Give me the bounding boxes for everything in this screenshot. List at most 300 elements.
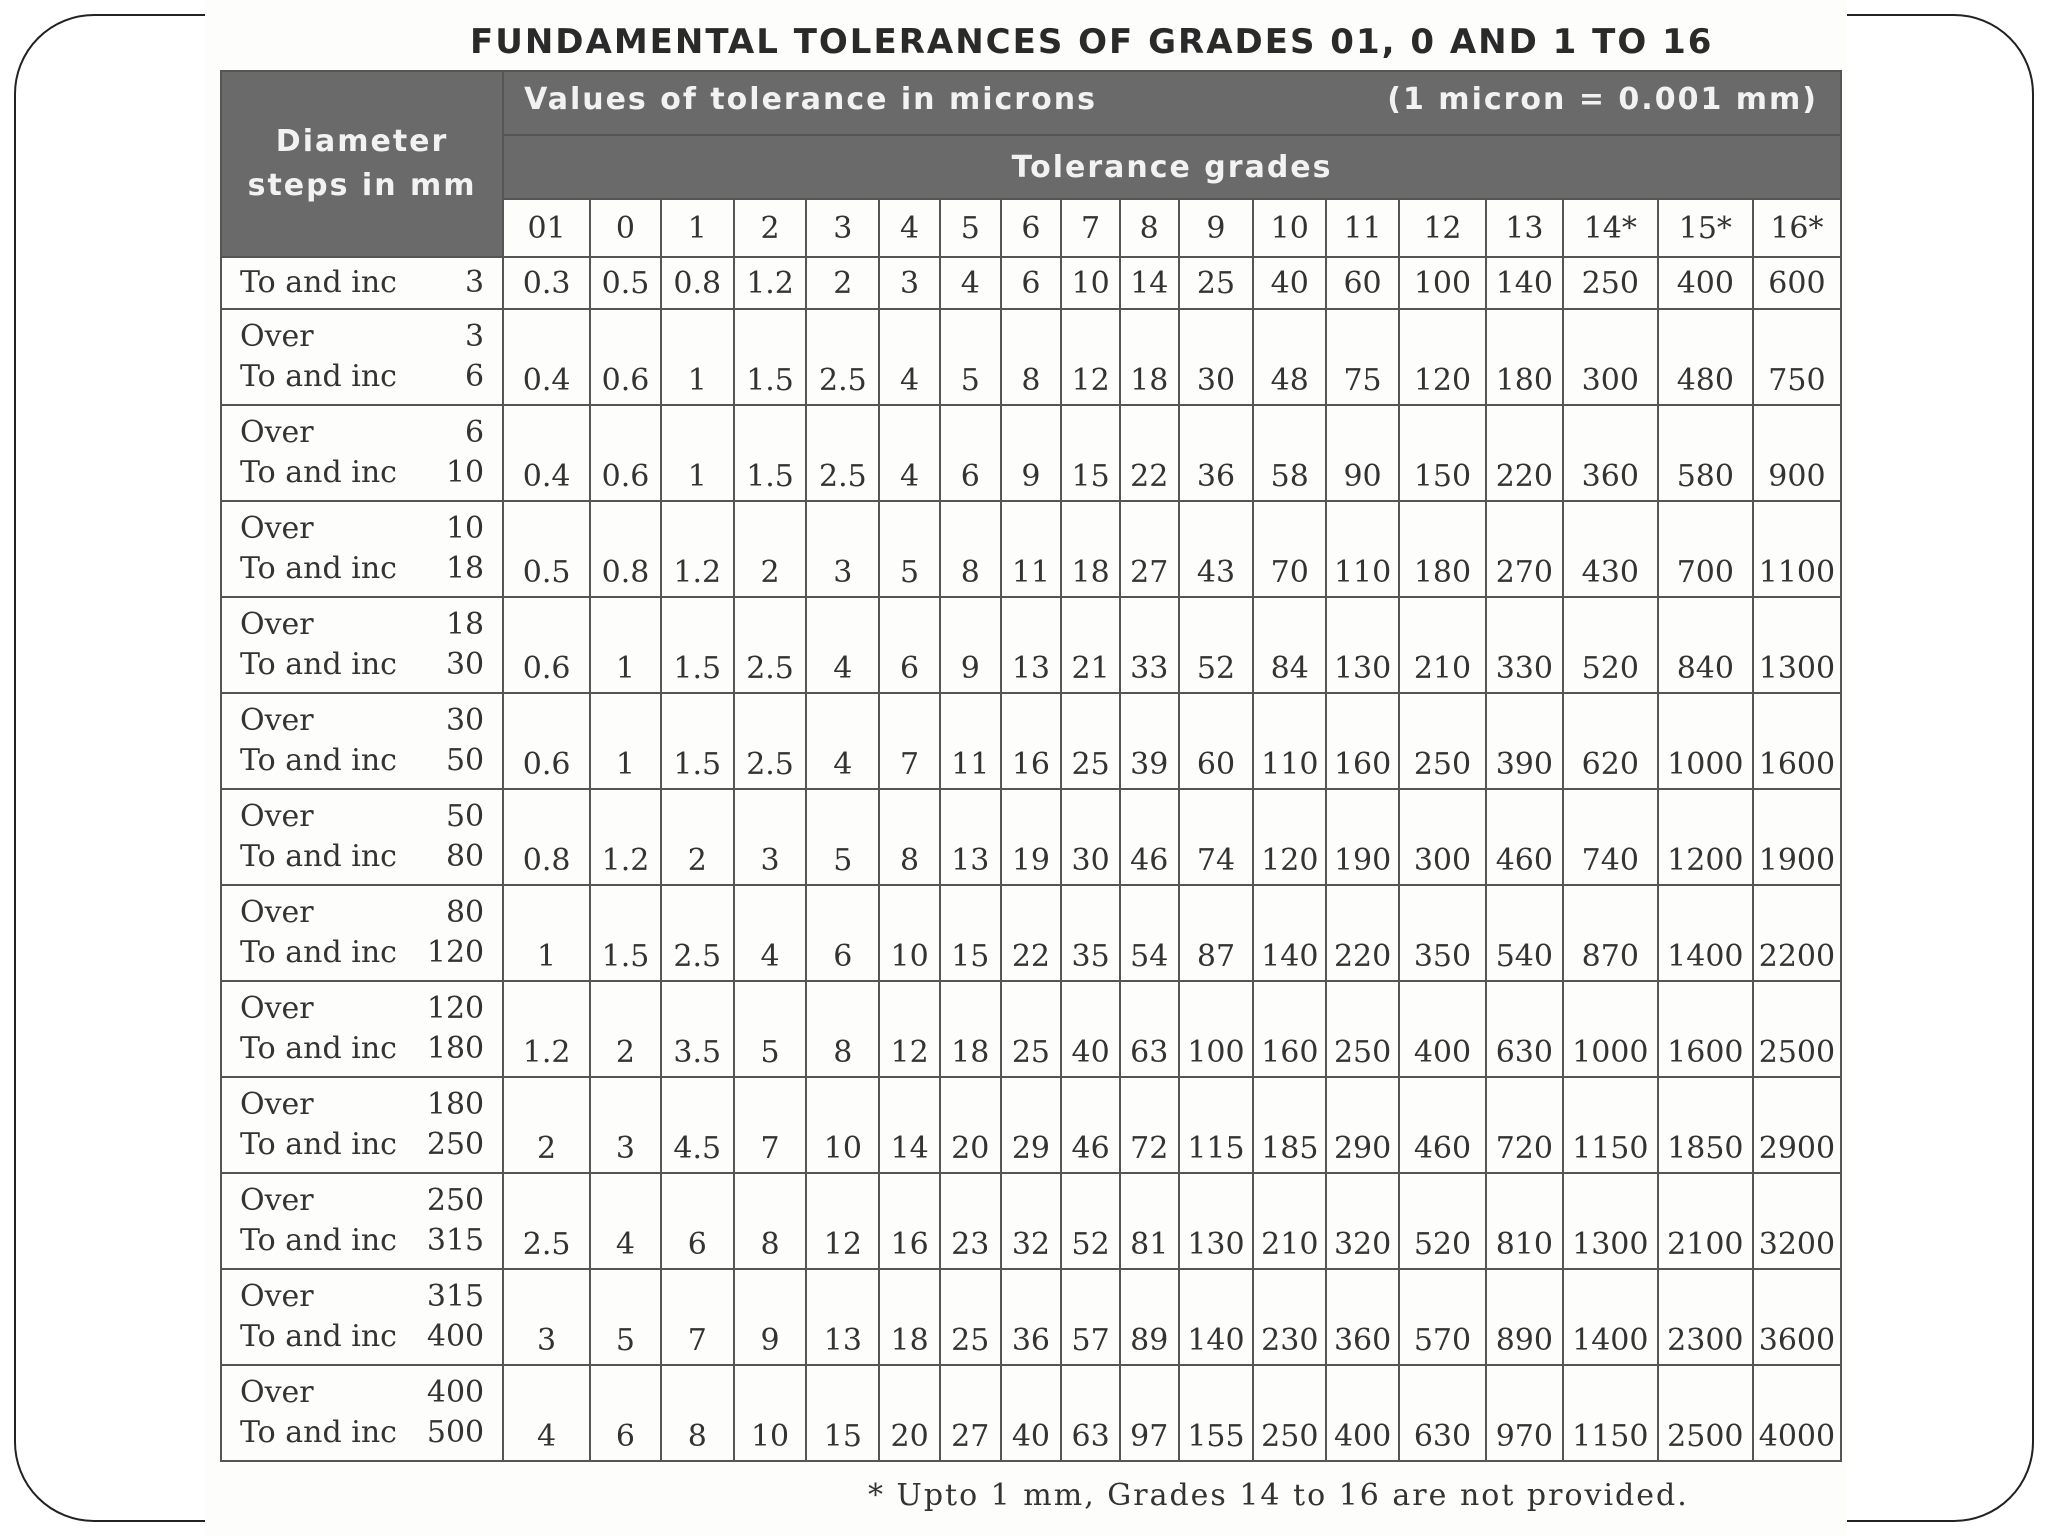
over-label: Over [240,511,314,546]
tolerance-value-cell: 39 [1120,693,1179,789]
over-line [240,317,502,357]
tolerance-value-cell: 120 [1399,309,1486,405]
tolerance-value-cell: 9 [734,1269,807,1365]
over-value: 180 [426,1087,485,1122]
tolerance-value-cell: 18 [940,981,1001,1077]
tolerance-value-cell: 1300 [1753,597,1841,693]
tolerance-value-cell: 0.8 [590,501,661,597]
grade-header-cell: 5 [940,199,1001,257]
over-value: 6 [465,415,485,450]
tolerance-value-cell: 520 [1563,597,1658,693]
tolerance-value-cell: 1.5 [734,405,807,501]
tolerance-value-cell: 0.6 [590,405,661,501]
tolerance-value-cell: 6 [806,885,879,981]
table-row [221,405,1841,501]
tolerance-value-cell: 115 [1179,1077,1254,1173]
over-label: Over [240,799,314,834]
tolerance-value-cell: 140 [1253,885,1326,981]
table-row [221,789,1841,885]
to-line [240,645,502,685]
tolerance-value-cell: 700 [1658,501,1753,597]
tolerance-value-cell: 40 [1253,257,1326,309]
to-value: 18 [445,551,485,586]
tolerance-value-cell: 1.2 [734,257,807,309]
tolerance-value-cell: 33 [1120,597,1179,693]
diameter-step-cell [221,981,503,1077]
table-row [221,257,1841,309]
grade-header-cell: 9 [1179,199,1254,257]
tolerance-value-cell: 5 [806,789,879,885]
tolerance-value-cell: 15 [806,1365,879,1461]
over-value: 315 [426,1279,485,1314]
to-label: To and inc [240,935,397,970]
over-line [240,1085,502,1125]
tolerance-value-cell: 2900 [1753,1077,1841,1173]
tolerance-value-cell: 1850 [1658,1077,1753,1173]
grades-header: Tolerance grades [503,135,1841,199]
tolerance-value-cell: 230 [1253,1269,1326,1365]
tolerance-value-cell: 0.5 [503,501,590,597]
tolerance-value-cell: 74 [1179,789,1254,885]
to-value: 500 [426,1415,485,1450]
values-header [503,71,1841,135]
tolerance-value-cell: 320 [1326,1173,1399,1269]
tolerance-value-cell: 210 [1399,597,1486,693]
to-value: 315 [426,1223,485,1258]
tolerance-value-cell: 180 [1399,501,1486,597]
tolerance-value-cell: 0.4 [503,309,590,405]
tolerance-value-cell: 1150 [1563,1077,1658,1173]
tolerance-value-cell: 2 [661,789,734,885]
tolerance-value-cell: 110 [1253,693,1326,789]
tolerance-value-cell: 2300 [1658,1269,1753,1365]
tolerance-value-cell: 570 [1399,1269,1486,1365]
tolerance-value-cell: 8 [1001,309,1062,405]
over-label: Over [240,415,314,450]
tolerance-value-cell: 5 [940,309,1001,405]
tolerance-value-cell: 6 [879,597,940,693]
grade-header-cell: 16* [1753,199,1841,257]
tolerance-value-cell: 120 [1253,789,1326,885]
tolerance-value-cell: 46 [1120,789,1179,885]
to-line [240,1221,502,1261]
tolerance-value-cell: 1600 [1658,981,1753,1077]
tolerance-value-cell: 12 [1061,309,1120,405]
tolerance-value-cell: 1100 [1753,501,1841,597]
tolerance-value-cell: 250 [1563,257,1658,309]
page-title: FUNDAMENTAL TOLERANCES OF GRADES 01, 0 AND 1 TO 16 [470,22,1714,62]
grade-header-cell: 01 [503,199,590,257]
tolerance-value-cell: 1.2 [661,501,734,597]
tolerance-value-cell: 13 [940,789,1001,885]
tolerance-value-cell: 81 [1120,1173,1179,1269]
to-label: To and inc [240,1127,397,1162]
values-label: Values of tolerance in microns [524,82,1097,117]
tolerance-value-cell: 25 [1179,257,1254,309]
to-value: 180 [426,1031,485,1066]
to-value: 50 [445,743,485,778]
tolerance-value-cell: 180 [1486,309,1563,405]
grade-header-cell: 3 [806,199,879,257]
tolerance-value-cell: 330 [1486,597,1563,693]
tolerance-value-cell: 140 [1179,1269,1254,1365]
over-label: Over [240,1087,314,1122]
tolerance-value-cell: 400 [1326,1365,1399,1461]
grade-header-cell: 14* [1563,199,1658,257]
tolerance-value-cell: 150 [1399,405,1486,501]
tolerance-value-cell: 20 [879,1365,940,1461]
tolerance-value-cell: 4 [590,1173,661,1269]
tolerance-value-cell: 18 [1061,501,1120,597]
tolerance-value-cell: 46 [1061,1077,1120,1173]
tolerance-value-cell: 19 [1001,789,1062,885]
tolerance-value-cell: 3200 [1753,1173,1841,1269]
tolerance-value-cell: 1900 [1753,789,1841,885]
grade-header-cell: 0 [590,199,661,257]
over-value: 18 [445,607,485,642]
tolerance-table [220,70,1842,1462]
tolerance-value-cell: 7 [734,1077,807,1173]
tolerance-value-cell: 360 [1563,405,1658,501]
to-line [240,1317,502,1357]
tolerance-value-cell: 1.5 [734,309,807,405]
table-row [221,501,1841,597]
tolerance-value-cell: 520 [1399,1173,1486,1269]
tolerance-value-cell: 12 [879,981,940,1077]
tolerance-value-cell: 100 [1399,257,1486,309]
tolerance-value-cell: 9 [1001,405,1062,501]
tolerance-value-cell: 0.6 [503,693,590,789]
tolerance-value-cell: 2.5 [806,309,879,405]
grade-header-cell: 15* [1658,199,1753,257]
grade-header-cell: 7 [1061,199,1120,257]
tolerance-value-cell: 40 [1001,1365,1062,1461]
table-row [221,1077,1841,1173]
tolerance-value-cell: 4 [940,257,1001,309]
tolerance-value-cell: 15 [940,885,1001,981]
tolerance-value-cell: 72 [1120,1077,1179,1173]
tolerance-value-cell: 250 [1326,981,1399,1077]
tolerance-value-cell: 2 [503,1077,590,1173]
over-line [240,605,502,645]
tolerance-value-cell: 22 [1120,405,1179,501]
over-label: Over [240,1183,314,1218]
footnote: * Upto 1 mm, Grades 14 to 16 are not provided. [868,1478,1689,1513]
tolerance-value-cell: 35 [1061,885,1120,981]
tolerance-value-cell: 2.5 [503,1173,590,1269]
tolerance-value-cell: 48 [1253,309,1326,405]
tolerance-value-cell: 0.6 [590,309,661,405]
tolerance-value-cell: 90 [1326,405,1399,501]
tolerance-value-cell: 3 [806,501,879,597]
tolerance-value-cell: 810 [1486,1173,1563,1269]
tolerance-value-cell: 1200 [1658,789,1753,885]
tolerance-value-cell: 2 [806,257,879,309]
tolerance-value-cell: 8 [940,501,1001,597]
over-line [240,1277,502,1317]
grade-header-cell: 4 [879,199,940,257]
tolerance-value-cell: 3600 [1753,1269,1841,1365]
table-row [221,1365,1841,1461]
tolerance-value-cell: 460 [1486,789,1563,885]
diameter-header: Diameter steps in mm [221,71,503,257]
tolerance-value-cell: 8 [879,789,940,885]
tolerance-value-cell: 5 [590,1269,661,1365]
grade-header-cell: 12 [1399,199,1486,257]
tolerance-value-cell: 3 [503,1269,590,1365]
to-label: To and inc [240,647,397,682]
tolerance-value-cell: 60 [1179,693,1254,789]
tolerance-value-cell: 1 [661,405,734,501]
tolerance-value-cell: 750 [1753,309,1841,405]
tolerance-value-cell: 6 [590,1365,661,1461]
grade-header-cell: 2 [734,199,807,257]
tolerance-value-cell: 18 [1120,309,1179,405]
tolerance-value-cell: 900 [1753,405,1841,501]
over-label: Over [240,1279,314,1314]
tolerance-value-cell: 390 [1486,693,1563,789]
to-line [240,453,502,493]
tolerance-value-cell: 840 [1658,597,1753,693]
tolerance-value-cell: 540 [1486,885,1563,981]
tolerance-value-cell: 1 [590,597,661,693]
tolerance-value-cell: 0.4 [503,405,590,501]
tolerance-value-cell: 1.5 [590,885,661,981]
tolerance-value-cell: 43 [1179,501,1254,597]
to-line [240,1125,502,1165]
diameter-step-cell [221,309,503,405]
over-value: 3 [465,319,485,354]
to-line [240,1029,502,1069]
table-row [221,309,1841,405]
tolerance-value-cell: 3 [590,1077,661,1173]
diameter-step-cell [221,1365,503,1461]
tolerance-value-cell: 890 [1486,1269,1563,1365]
over-value: 120 [426,991,485,1026]
tolerance-value-cell: 52 [1179,597,1254,693]
tolerance-body [221,257,1841,1461]
tolerance-value-cell: 30 [1061,789,1120,885]
tolerance-value-cell: 10 [879,885,940,981]
tolerance-value-cell: 1.2 [590,789,661,885]
tolerance-value-cell: 6 [940,405,1001,501]
tolerance-value-cell: 630 [1399,1365,1486,1461]
tolerance-value-cell: 160 [1326,693,1399,789]
to-line [240,933,502,973]
tolerance-value-cell: 4 [734,885,807,981]
tolerance-value-cell: 3.5 [661,981,734,1077]
tolerance-value-cell: 250 [1253,1365,1326,1461]
over-value: 250 [426,1183,485,1218]
tolerance-value-cell: 1150 [1563,1365,1658,1461]
tolerance-value-cell: 40 [1061,981,1120,1077]
to-label: To and inc [240,1223,397,1258]
tolerance-value-cell: 185 [1253,1077,1326,1173]
tolerance-value-cell: 720 [1486,1077,1563,1173]
to-line [240,837,502,877]
tolerance-value-cell: 2500 [1753,981,1841,1077]
tolerance-value-cell: 15 [1061,405,1120,501]
tolerance-value-cell: 13 [806,1269,879,1365]
over-line [240,701,502,741]
tolerance-value-cell: 0.8 [503,789,590,885]
over-line [240,1181,502,1221]
tolerance-value-cell: 16 [879,1173,940,1269]
to-value: 80 [445,839,485,874]
tolerance-value-cell: 250 [1399,693,1486,789]
tolerance-value-cell: 5 [879,501,940,597]
tolerance-value-cell: 130 [1179,1173,1254,1269]
tolerance-value-cell: 52 [1061,1173,1120,1269]
tolerance-value-cell: 3 [879,257,940,309]
tolerance-value-cell: 14 [879,1077,940,1173]
to-line [240,549,502,589]
tolerance-value-cell: 29 [1001,1077,1062,1173]
tolerance-value-cell: 300 [1399,789,1486,885]
tolerance-value-cell: 18 [879,1269,940,1365]
to-value: 120 [426,935,485,970]
tolerance-value-cell: 1600 [1753,693,1841,789]
tolerance-value-cell: 160 [1253,981,1326,1077]
tolerance-value-cell: 300 [1563,309,1658,405]
to-label: To and inc [240,455,397,490]
tolerance-value-cell: 7 [879,693,940,789]
table-row [221,885,1841,981]
tolerance-value-cell: 3 [734,789,807,885]
tolerance-value-cell: 0.8 [661,257,734,309]
grade-header-cell: 1 [661,199,734,257]
to-value: 10 [445,455,485,490]
tolerance-value-cell: 210 [1253,1173,1326,1269]
tolerance-value-cell: 2200 [1753,885,1841,981]
tolerance-value-cell: 63 [1120,981,1179,1077]
tolerance-value-cell: 6 [1001,257,1062,309]
tolerance-value-cell: 460 [1399,1077,1486,1173]
tolerance-value-cell: 4.5 [661,1077,734,1173]
tolerance-value-cell: 1000 [1563,981,1658,1077]
tolerance-value-cell: 25 [1001,981,1062,1077]
over-value: 10 [445,511,485,546]
tolerance-value-cell: 350 [1399,885,1486,981]
tolerance-value-cell: 4 [806,693,879,789]
tolerance-value-cell: 10 [806,1077,879,1173]
tolerance-value-cell: 2500 [1658,1365,1753,1461]
tolerance-value-cell: 21 [1061,597,1120,693]
grade-header-cell: 8 [1120,199,1179,257]
tolerance-value-cell: 20 [940,1077,1001,1173]
tolerance-value-cell: 22 [1001,885,1062,981]
tolerance-value-cell: 620 [1563,693,1658,789]
tolerance-value-cell: 27 [940,1365,1001,1461]
to-value: 30 [445,647,485,682]
tolerance-value-cell: 430 [1563,501,1658,597]
tolerance-value-cell: 10 [734,1365,807,1461]
tolerance-value-cell: 2100 [1658,1173,1753,1269]
tolerance-value-cell: 155 [1179,1365,1254,1461]
diameter-step-cell [221,405,503,501]
tolerance-value-cell: 1.5 [661,693,734,789]
tolerance-value-cell: 11 [1001,501,1062,597]
over-line [240,989,502,1029]
tolerance-value-cell: 11 [940,693,1001,789]
tolerance-value-cell: 0.3 [503,257,590,309]
tolerance-value-cell: 12 [806,1173,879,1269]
tolerance-value-cell: 10 [1061,257,1120,309]
tolerance-value-cell: 580 [1658,405,1753,501]
tolerance-value-cell: 4 [879,309,940,405]
tolerance-value-cell: 2 [590,981,661,1077]
to-label: To and inc [240,1031,397,1066]
tolerance-value-cell: 5 [734,981,807,1077]
tolerance-value-cell: 630 [1486,981,1563,1077]
diameter-step-cell [221,789,503,885]
tolerance-value-cell: 2.5 [734,693,807,789]
tolerance-value-cell: 89 [1120,1269,1179,1365]
tolerance-value-cell: 4000 [1753,1365,1841,1461]
tolerance-value-cell: 220 [1486,405,1563,501]
tolerance-value-cell: 1300 [1563,1173,1658,1269]
tolerance-value-cell: 16 [1001,693,1062,789]
over-line [240,509,502,549]
tolerance-value-cell: 14 [1120,257,1179,309]
over-value: 400 [426,1375,485,1410]
tolerance-value-cell: 25 [1061,693,1120,789]
to-label: To and inc [240,265,397,300]
tolerance-value-cell: 7 [661,1269,734,1365]
tolerance-value-cell: 75 [1326,309,1399,405]
tolerance-value-cell: 400 [1658,257,1753,309]
over-line [240,893,502,933]
tolerance-value-cell: 4 [806,597,879,693]
over-line [240,797,502,837]
tolerance-value-cell: 140 [1486,257,1563,309]
tolerance-value-cell: 0.5 [590,257,661,309]
tolerance-value-cell: 23 [940,1173,1001,1269]
over-value: 30 [445,703,485,738]
to-line [240,263,502,303]
to-label: To and inc [240,551,397,586]
table-row [221,981,1841,1077]
tolerance-value-cell: 360 [1326,1269,1399,1365]
tolerance-value-cell: 1.2 [503,981,590,1077]
over-value: 50 [445,799,485,834]
to-line [240,357,502,397]
tolerance-value-cell: 4 [879,405,940,501]
tolerance-value-cell: 1400 [1658,885,1753,981]
tolerance-value-cell: 58 [1253,405,1326,501]
diameter-step-cell [221,1077,503,1173]
tolerance-value-cell: 2.5 [806,405,879,501]
over-label: Over [240,1375,314,1410]
tolerance-value-cell: 290 [1326,1077,1399,1173]
tolerance-value-cell: 2.5 [661,885,734,981]
tolerance-value-cell: 6 [661,1173,734,1269]
tolerance-value-cell: 54 [1120,885,1179,981]
to-label: To and inc [240,743,397,778]
table-row [221,597,1841,693]
tolerance-value-cell: 1 [590,693,661,789]
tolerance-value-cell: 130 [1326,597,1399,693]
tolerance-value-cell: 70 [1253,501,1326,597]
tolerance-value-cell: 60 [1326,257,1399,309]
tolerance-value-cell: 13 [1001,597,1062,693]
tolerance-value-cell: 25 [940,1269,1001,1365]
over-line [240,413,502,453]
to-value: 6 [465,359,485,394]
tolerance-value-cell: 1000 [1658,693,1753,789]
diameter-step-cell [221,1173,503,1269]
over-label: Over [240,991,314,1026]
